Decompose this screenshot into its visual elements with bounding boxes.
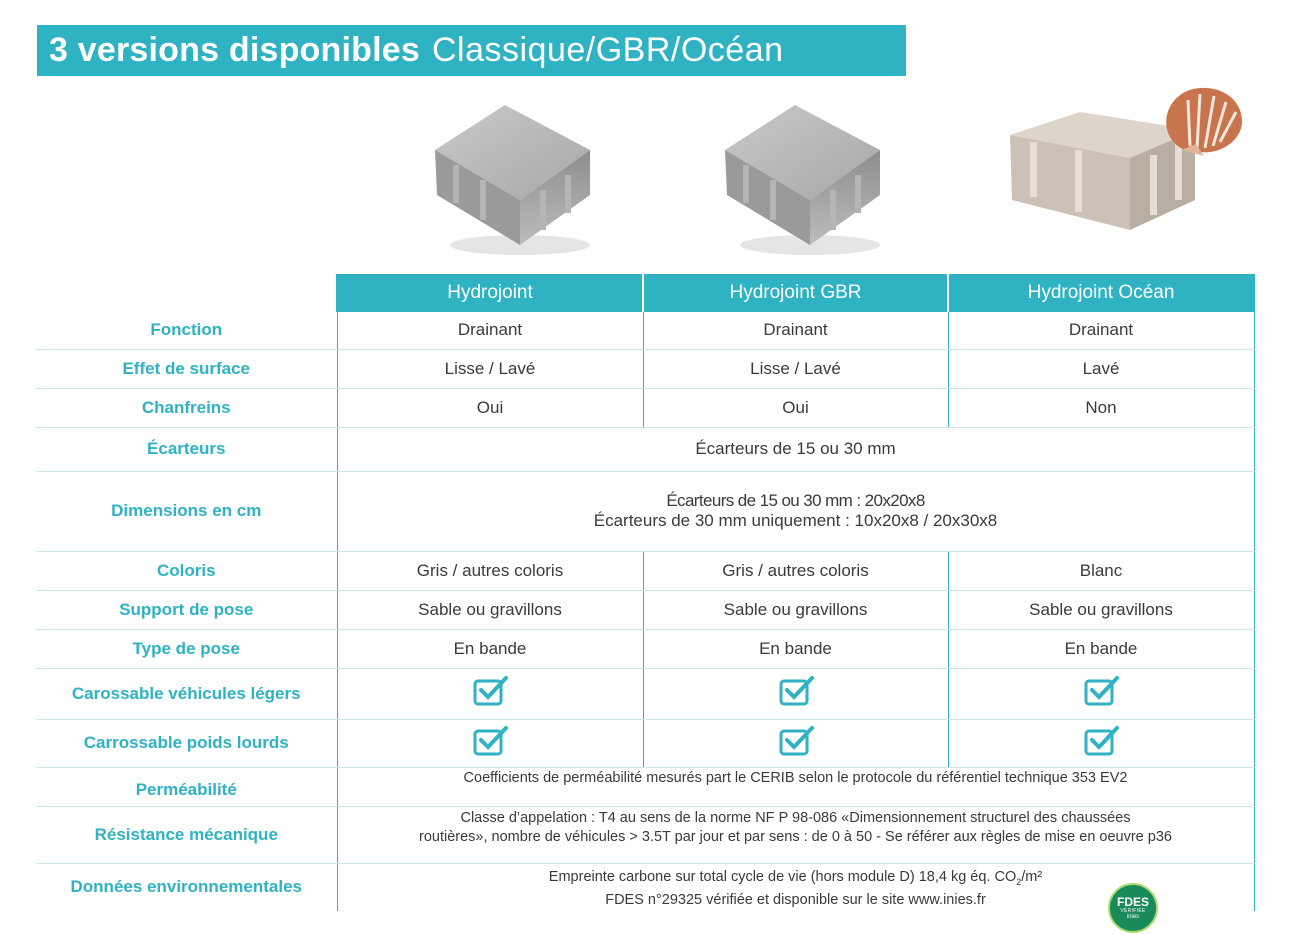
table-row [36, 312, 1254, 349]
co2-subscript: 2 [1016, 876, 1022, 887]
paver-image-classique [425, 95, 600, 265]
row-label: Résistance mécanique [36, 806, 337, 863]
row-label: Écarteurs [36, 427, 337, 471]
table-row [36, 668, 1254, 719]
header-empty [36, 274, 337, 312]
table-cell: En bande [643, 629, 948, 668]
table-cell [948, 668, 1254, 719]
fdes-badge-icon [1108, 883, 1158, 933]
table-cell [337, 668, 643, 719]
row-label: Dimensions en cm [36, 471, 337, 551]
row-label: Coloris [36, 551, 337, 590]
carbon-text: Empreinte carbone sur total cycle de vie (hors module D) 18,4 kg éq. CO [548, 868, 1017, 885]
check-box-icon [778, 725, 814, 757]
shell-icon [1166, 88, 1242, 156]
table-cell: Lisse / Lavé [643, 349, 948, 388]
table-cell-merged: Coefficients de perméabilité mesurés part le CERIB selon le protocole du référentiel technique 353 EV2 [337, 767, 1254, 806]
badge-line-3: inies [1126, 913, 1140, 920]
table-row [36, 806, 1254, 863]
check-box-icon [1083, 675, 1119, 707]
table-cell [643, 668, 948, 719]
row-label: Effet de surface [36, 349, 337, 388]
badge-line-1: FDES [1116, 894, 1149, 909]
table-row [36, 629, 1254, 668]
page-subtitle: Classique/GBR/Océan [431, 31, 784, 69]
table-row [36, 719, 1254, 767]
table-row [36, 590, 1254, 629]
table-cell: Non [948, 388, 1254, 427]
row-label: Carossable véhicules légers [36, 668, 337, 719]
table-cell [643, 719, 948, 767]
column-header-ocean: Hydrojoint Océan [948, 274, 1254, 312]
table-cell-merged: Écarteurs de 15 ou 30 mm [337, 427, 1254, 471]
environment-line-2: FDES n°29325 vérifiée et disponible sur le site www.inies.fr [605, 892, 986, 909]
row-label: Carrossable poids lourds [36, 719, 337, 767]
table-cell: Gris / autres coloris [337, 551, 643, 590]
column-header-hydrojoint: Hydrojoint [337, 274, 643, 312]
row-label: Fonction [36, 312, 337, 349]
table-row [36, 427, 1254, 471]
table-row [36, 349, 1254, 388]
table-cell: Sable ou gravillons [337, 590, 643, 629]
table-cell: Drainant [643, 312, 948, 349]
table-cell: Sable ou gravillons [643, 590, 948, 629]
check-box-icon [472, 675, 508, 707]
dimensions-line-2: Écarteurs de 30 mm uniquement : 10x20x8 / 20x30x8 [593, 511, 998, 530]
table-row [36, 767, 1254, 806]
table-cell: Lisse / Lavé [337, 349, 643, 388]
row-label: Support de pose [36, 590, 337, 629]
carbon-unit: /m² [1021, 868, 1043, 885]
table-cell: Blanc [948, 551, 1254, 590]
row-label: Chanfreins [36, 388, 337, 427]
table-cell [337, 719, 643, 767]
check-box-icon [472, 725, 508, 757]
table-row [36, 863, 1254, 911]
paver-image-ocean [1000, 80, 1250, 240]
table-cell-merged [337, 471, 1254, 551]
row-label: Perméabilité [36, 767, 337, 806]
table-row [36, 388, 1254, 427]
check-box-icon [1083, 725, 1119, 757]
table-cell-merged [337, 806, 1254, 863]
table-cell: Oui [643, 388, 948, 427]
column-header-gbr: Hydrojoint GBR [643, 274, 948, 312]
page-title: 3 versions disponibles [49, 31, 420, 69]
dimensions-line-1: Écarteurs de 15 ou 30 mm : 20x20x8 [666, 491, 925, 510]
table-cell: Drainant [948, 312, 1254, 349]
table-row [36, 551, 1254, 590]
table-cell: Sable ou gravillons [948, 590, 1254, 629]
resistance-line-1: Classe d’appelation : T4 au sens de la norme NF P 98-086 «Dimensionnement structurel des chaussées [460, 809, 1131, 826]
resistance-line-2: routières», nombre de véhicules > 3.5T par jour et par sens : de 0 à 50 - Se référer aux règles de mise en oeuvre p36 [419, 828, 1172, 845]
row-label: Type de pose [36, 629, 337, 668]
page-title-bar [37, 25, 906, 76]
table-row [36, 471, 1254, 551]
table-cell: Gris / autres coloris [643, 551, 948, 590]
badge-line-2: VÉRIFIÉE [1120, 907, 1146, 914]
paver-image-gbr [715, 95, 890, 265]
table-cell: Lavé [948, 349, 1254, 388]
row-label: Données environnementales [70, 877, 302, 897]
check-box-icon [778, 675, 814, 707]
table-cell: En bande [337, 629, 643, 668]
table-cell: En bande [948, 629, 1254, 668]
table-cell [948, 719, 1254, 767]
spec-table [36, 274, 1255, 911]
table-cell: Drainant [337, 312, 643, 349]
table-cell: Oui [337, 388, 643, 427]
